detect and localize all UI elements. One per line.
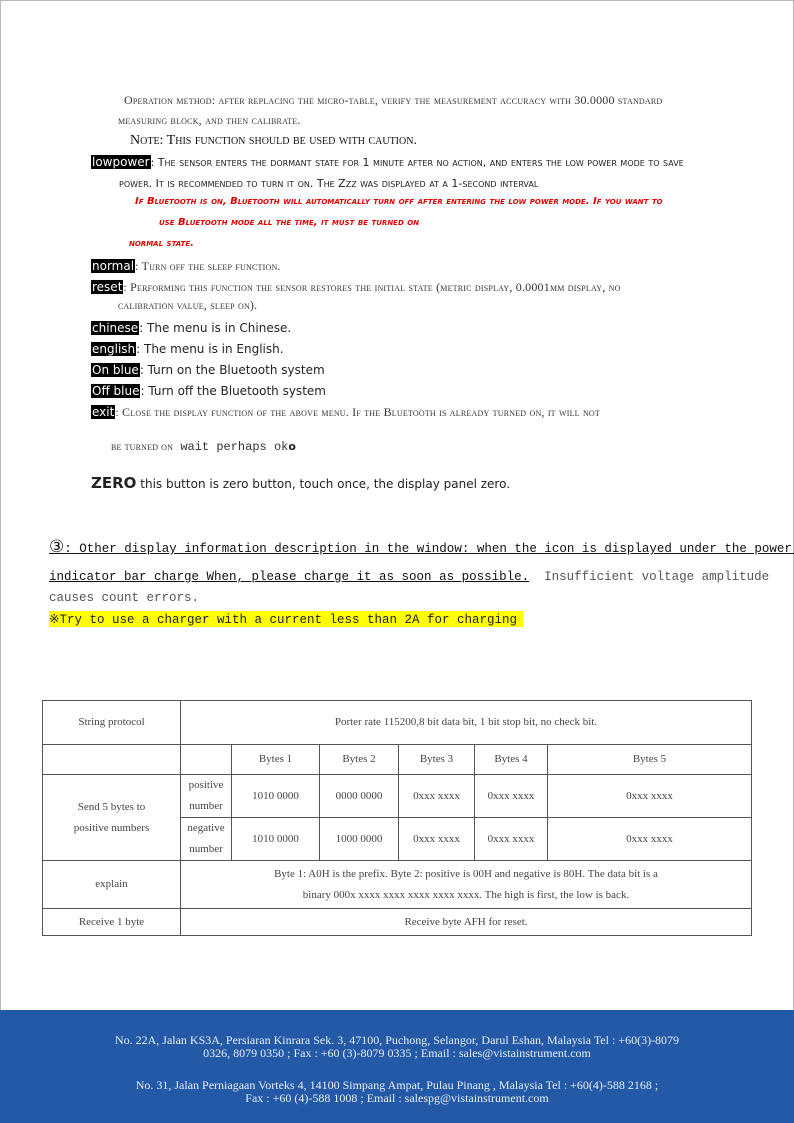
lowpower-desc-2: power. It is recommended to turn it on. The Zzz was displayed at a 1-second interval (119, 177, 539, 190)
exit-dot: o (288, 440, 296, 453)
charger-highlight: ※Try to use a charger with a current less than 2A for charging (49, 611, 523, 627)
negative-byte-5: 0xxx xxxx (548, 818, 752, 861)
empty-cell (181, 745, 232, 775)
bluetooth-warning-2: use Bluetooth mode all the time, it must be turned on (159, 217, 420, 228)
positive-byte-2: 0000 0000 (320, 775, 399, 818)
positive-byte-1: 1010 0000 (232, 775, 320, 818)
table-row (43, 745, 752, 775)
string-protocol-label: String protocol (43, 701, 181, 745)
protocol-table (42, 700, 752, 936)
bytes-header-5: Bytes 5 (548, 745, 752, 775)
section3-circle: ③ (49, 537, 65, 557)
footer-bar (0, 1010, 794, 1123)
offblue-desc: : Turn off the Bluetooth system (140, 384, 326, 398)
section3-text-1: : Other display information description in the window: when the icon is displayed under the power (64, 542, 792, 556)
porter-rate-cell: Porter rate 115200,8 bit data bit, 1 bit stop bit, no check bit. (181, 701, 752, 745)
positive-label-2: number (189, 800, 223, 812)
chinese-desc: : The menu is in Chinese. (139, 321, 292, 335)
normal-item (91, 257, 281, 275)
normal-key: normal (92, 259, 135, 273)
normal-desc: : Turn off the sleep function. (135, 259, 281, 273)
english-desc: : The menu is in English. (136, 342, 284, 356)
bytes-header-3: Bytes 3 (399, 745, 475, 775)
section3-line-2 (49, 570, 769, 584)
positive-byte-5: 0xxx xxxx (548, 775, 752, 818)
negative-byte-2: 1000 0000 (320, 818, 399, 861)
onblue-key: On blue (92, 363, 139, 377)
bluetooth-warning-3: normal state. (129, 238, 194, 249)
negative-label-2: number (189, 843, 223, 855)
exit-desc-2b: wait perhaps ok (173, 440, 289, 454)
bytes-header-2: Bytes 2 (320, 745, 399, 775)
reset-desc-1: : Performing this function the sensor restores the initial state (metric display, 0.0001mm display, no (123, 280, 621, 294)
section3-text-2u: indicator bar charge When, please charge it as soon as possible. (49, 570, 530, 584)
exit-desc-2a: be turned on (111, 441, 174, 453)
negative-byte-1: 1010 0000 (232, 818, 320, 861)
exit-item (91, 403, 600, 421)
send-label (43, 775, 181, 861)
reset-item (91, 278, 621, 296)
negative-label-1: negative (187, 822, 225, 834)
section3-line-1 (49, 537, 794, 557)
bytes-header-1: Bytes 1 (232, 745, 320, 775)
operation-line-1: Operation method: after replacing the micro-table, verify the measurement accuracy with 30.0000 standard (124, 93, 663, 107)
footer-address-1: No. 22A, Jalan KS3A, Persiaran Kinrara Sek. 3, 47100, Puchong, Selangor, Darul Eshan, Malaysia Tel : +60(3)-8079 (114, 1033, 680, 1047)
offblue-item (91, 382, 326, 400)
positive-byte-4: 0xxx xxxx (475, 775, 548, 818)
negative-byte-3: 0xxx xxxx (399, 818, 475, 861)
negative-label (181, 818, 232, 861)
zero-key: ZERO (91, 474, 137, 492)
empty-cell (43, 745, 181, 775)
table-row (43, 701, 752, 745)
operation-line-2: measuring block, and then calibrate. (118, 113, 301, 127)
positive-label (181, 775, 232, 818)
receive-label: Receive 1 byte (43, 909, 181, 936)
negative-byte-4: 0xxx xxxx (475, 818, 548, 861)
chinese-key: chinese (92, 321, 139, 335)
bluetooth-warning-1: If Bluetooth is on, Bluetooth will automatically turn off after entering the low power mode. If you want to (135, 196, 663, 207)
caution-note: Note: This function should be used with caution. (130, 133, 417, 148)
table-row (43, 861, 752, 909)
explain-cell (181, 861, 752, 909)
send-label-1: Send 5 bytes to (77, 800, 146, 813)
chinese-item (91, 319, 291, 337)
footer-address-2: No. 31, Jalan Perniagaan Vorteks 4, 14100 Simpang Ampat, Pulau Pinang , Malaysia Tel : +60(4)-588 2168 ; (135, 1078, 659, 1092)
positive-label-1: positive (188, 779, 224, 791)
exit-key: exit (92, 405, 115, 419)
footer-contact-2: Fax : +60 (4)-588 1008 ; Email : salespg@vistainstrument.com (245, 1091, 549, 1105)
english-item (91, 340, 284, 358)
explain-label: explain (43, 861, 181, 909)
onblue-desc: : Turn on the Bluetooth system (139, 363, 325, 377)
lowpower-item (91, 153, 684, 171)
section3-line-3: causes count errors. (49, 591, 200, 605)
positive-byte-3: 0xxx xxxx (399, 775, 475, 818)
explain-line-2: binary 000x xxxx xxxx xxxx xxxx xxxx. The high is first, the low is back. (302, 888, 630, 901)
table-row (43, 909, 752, 936)
lowpower-key: lowpower (92, 155, 150, 169)
reset-desc-2: calibration value, sleep on). (118, 298, 258, 312)
onblue-item (91, 361, 325, 379)
zero-item (91, 474, 510, 493)
lowpower-desc-1: : The sensor enters the dormant state for 1 minute after no action, and enters the low power mode to save (150, 156, 684, 169)
table-row (43, 775, 752, 818)
exit-desc-2 (111, 437, 296, 455)
english-key: english (92, 342, 136, 356)
footer-contact-1: 0326, 8079 0350 ; Fax : +60 (3)-8079 0335 ; Email : sales@vistainstrument.com (203, 1046, 591, 1060)
receive-cell: Receive byte AFH for reset. (181, 909, 752, 936)
bytes-header-4: Bytes 4 (475, 745, 548, 775)
exit-desc-1: : Close the display function of the above menu. If the Bluetooth is already turned on, it will not (115, 405, 601, 419)
zero-desc: this button is zero button, touch once, the display panel zero. (136, 477, 511, 491)
send-label-2: positive numbers (73, 821, 150, 834)
section3-text-2: Insufficient voltage amplitude (544, 570, 770, 584)
explain-line-1: Byte 1: A0H is the prefix. Byte 2: positive is 00H and negative is 80H. The data bit is a (274, 867, 658, 880)
offblue-key: Off blue (92, 384, 140, 398)
reset-key: reset (92, 280, 123, 294)
